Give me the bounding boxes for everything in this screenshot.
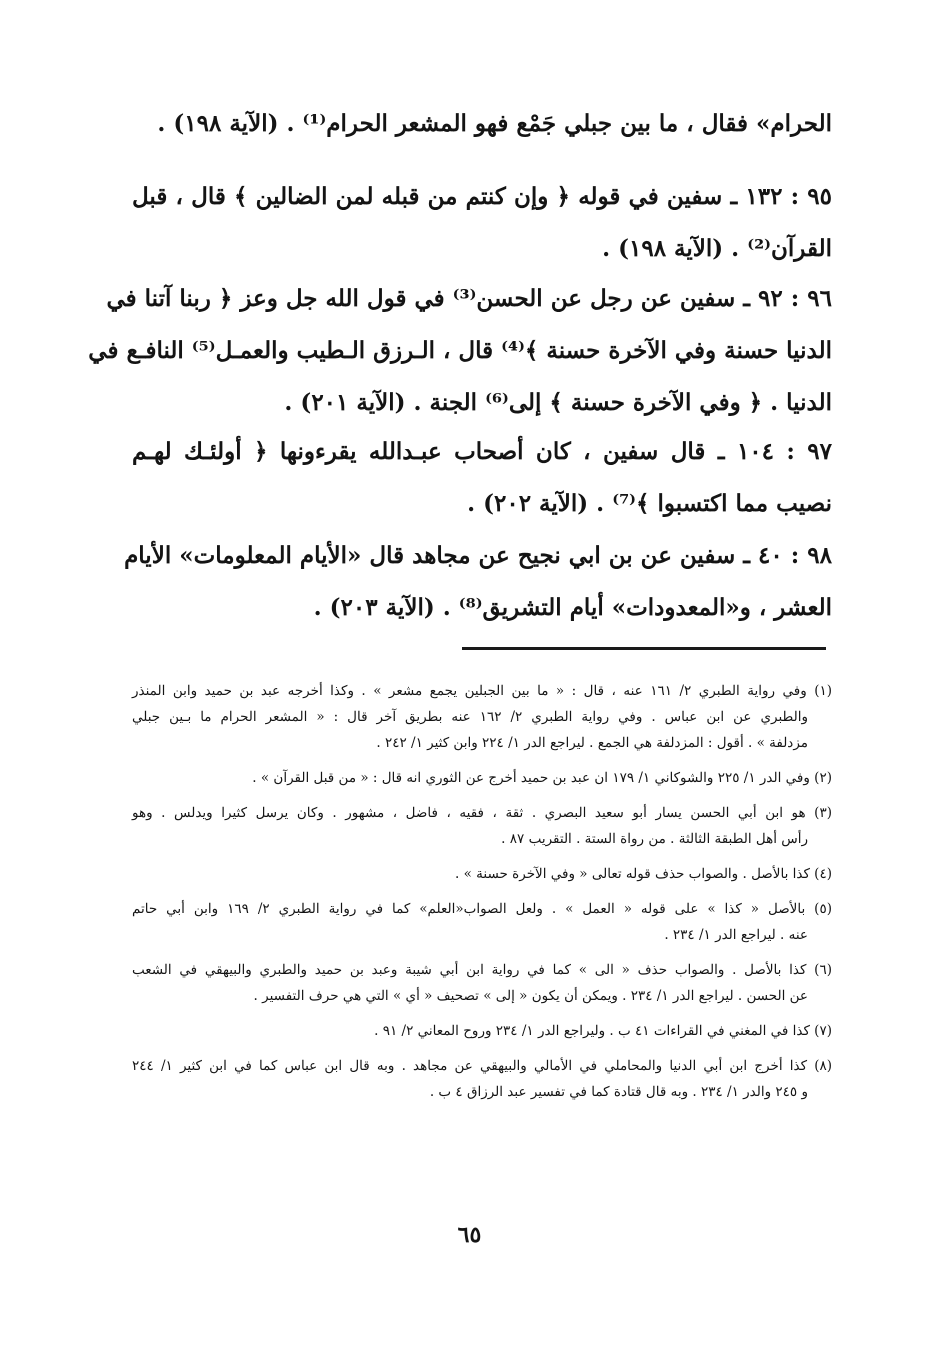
footnote-line: (٨) كذا أخرج ابن أبي الدنيا والمحاملي في الأمالي والبيهقي عن مجاهد . وبه قال ابن عباس كما في ابن كثير ١/ ٢٤٤ <box>132 1058 833 1074</box>
footnote-line: رأس أهل الطبقة الثالثة . من رواة الستة . التقريب ٨٧ . <box>501 831 808 847</box>
paragraph-line: ٩٦ : ٩٢ ـ سفين عن رجل عن الحسن⁽³⁾ في قول الله جل وعز ﴿ ربنا آتنا في <box>106 285 832 312</box>
paragraph-line: ٩٧ : ١٠٤ ـ قال سفين ، كان أصحاب عبـدالله يقرءونها ﴿ أولئـك لهـم <box>132 438 832 465</box>
footnote-1 <box>132 678 832 756</box>
footnote-line: (٤) كذا بالأصل . والصواب حذف قوله تعالى « وفي الآخرة حسنة » . <box>455 866 832 882</box>
page-number: ٦٥ <box>457 1222 482 1248</box>
footnote-2 <box>132 765 832 791</box>
footnote-line: عنه . ليراجع الدر ١/ ٢٣٤ . <box>664 927 808 943</box>
paragraph-98 <box>124 530 832 634</box>
footnote-line: مزدلفة » . أقول : المزدلفة هي الجمع . ليراجع الدر ١/ ٢٢٤ وابن كثير ١/ ٢٤٢ . <box>376 735 808 751</box>
paragraph-97 <box>132 426 832 530</box>
footnote-line: عن الحسن . ليراجع الدر ١/ ٢٣٤ . ويمكن أن يكون « إلى » تصحيف « أي » التي هي حرف التفسير . <box>253 988 808 1004</box>
paragraph-line: العشر ، و«المعدودات» أيام التشريق⁽⁸⁾ . (الآية ٢٠٣) . <box>313 594 832 621</box>
footnotes <box>132 678 832 1105</box>
footnote-line: (٢) وفي الدر ١/ ٢٢٥ والشوكاني ١/ ١٧٩ ان عبد بن حميد أخرج عن الثوري انه قال : « من قبل القرآن » . <box>252 770 832 786</box>
footnote-line: و ٢٤٥ والدر ١/ ٢٣٤ . وبه قال قتادة كما في تفسير عبد الرزاق ٤ ب . <box>429 1084 808 1100</box>
footnote-line: (٦) كذا بالأصل . والصواب حذف « الى » كما في رواية ابن أبي شيبة وعبد بن حميد والطبري والبيهقي في الشعب <box>132 962 832 978</box>
paragraph-line: ٩٨ : ٤٠ ـ سفين عن بن ابي نجيح عن مجاهد قال «الأيام المعلومات» الأيام <box>124 542 832 569</box>
paragraph-line: الدنيا . ﴿ وفي الآخرة حسنة ﴾ إلى⁽⁶⁾ الجنة . (الآية ٢٠١) . <box>284 389 832 416</box>
paragraph-line: الدنيا حسنة وفي الآخرة حسنة ﴾⁽⁴⁾ قال ، الـرزق الـطيب والعمـل⁽⁵⁾ النافـع في <box>88 337 832 364</box>
footnote-line: (٣) هو ابن أبي الحسن يسار أبو سعيد البصري . ثقة ، فقيه ، فاضل ، مشهور . وكان يرسل كثيرا ويدلس . وهو <box>132 805 832 821</box>
footnote-4 <box>132 861 832 887</box>
paragraph-line: ٩٥ : ١٣٢ ـ سفين في قوله ﴿ وإن كنتم من قبله لمن الضالين ﴾ قال ، قبل <box>132 183 832 210</box>
paragraph-1 <box>132 98 832 150</box>
footnote-line: والطبري عن ابن عباس . وفي رواية الطبري ٢/ ١٦٢ عنه بطريق آخر قال : « المشعر الحرام ما بـين جبلي <box>132 709 809 725</box>
footnote-line: (٥) بالأصل « كذا » على قوله « العمل » . ولعل الصواب«العلم» كما في رواية الطبري ٢/ ١٦٩ وابن أبي حاتم <box>132 901 832 917</box>
footnote-8 <box>132 1053 832 1105</box>
footnote-line: (٧) كذا في المغني في القراءات ٤١ ب . وليراجع الدر ١/ ٢٣٤ وروح المعاني ٢/ ٩١ . <box>374 1023 832 1039</box>
footnote-line: (١) وفي رواية الطبري ٢/ ١٦١ عنه ، قال : « ما بين الجبلين يجمع مشعر » . وكذا أخرجه عبد بن حميد وابن المنذر <box>132 683 833 699</box>
footnote-5 <box>132 896 832 948</box>
paragraph-96 <box>88 273 832 429</box>
footnote-separator-rule <box>462 647 826 650</box>
paragraph-95 <box>132 171 832 275</box>
footnote-3 <box>132 800 832 852</box>
paragraph-line: الحرام» فقال ، ما بين جبلي جَمْع فهو المشعر الحرام⁽¹⁾ . (الآية ١٩٨) . <box>157 110 832 137</box>
paragraph-line: القرآن⁽²⁾ . (الآية ١٩٨) . <box>602 235 832 262</box>
footnote-7 <box>132 1018 832 1044</box>
footnote-6 <box>132 957 832 1009</box>
paragraph-line: نصيب مما اكتسبوا ﴾⁽⁷⁾ . (الآية ٢٠٢) . <box>467 490 832 517</box>
